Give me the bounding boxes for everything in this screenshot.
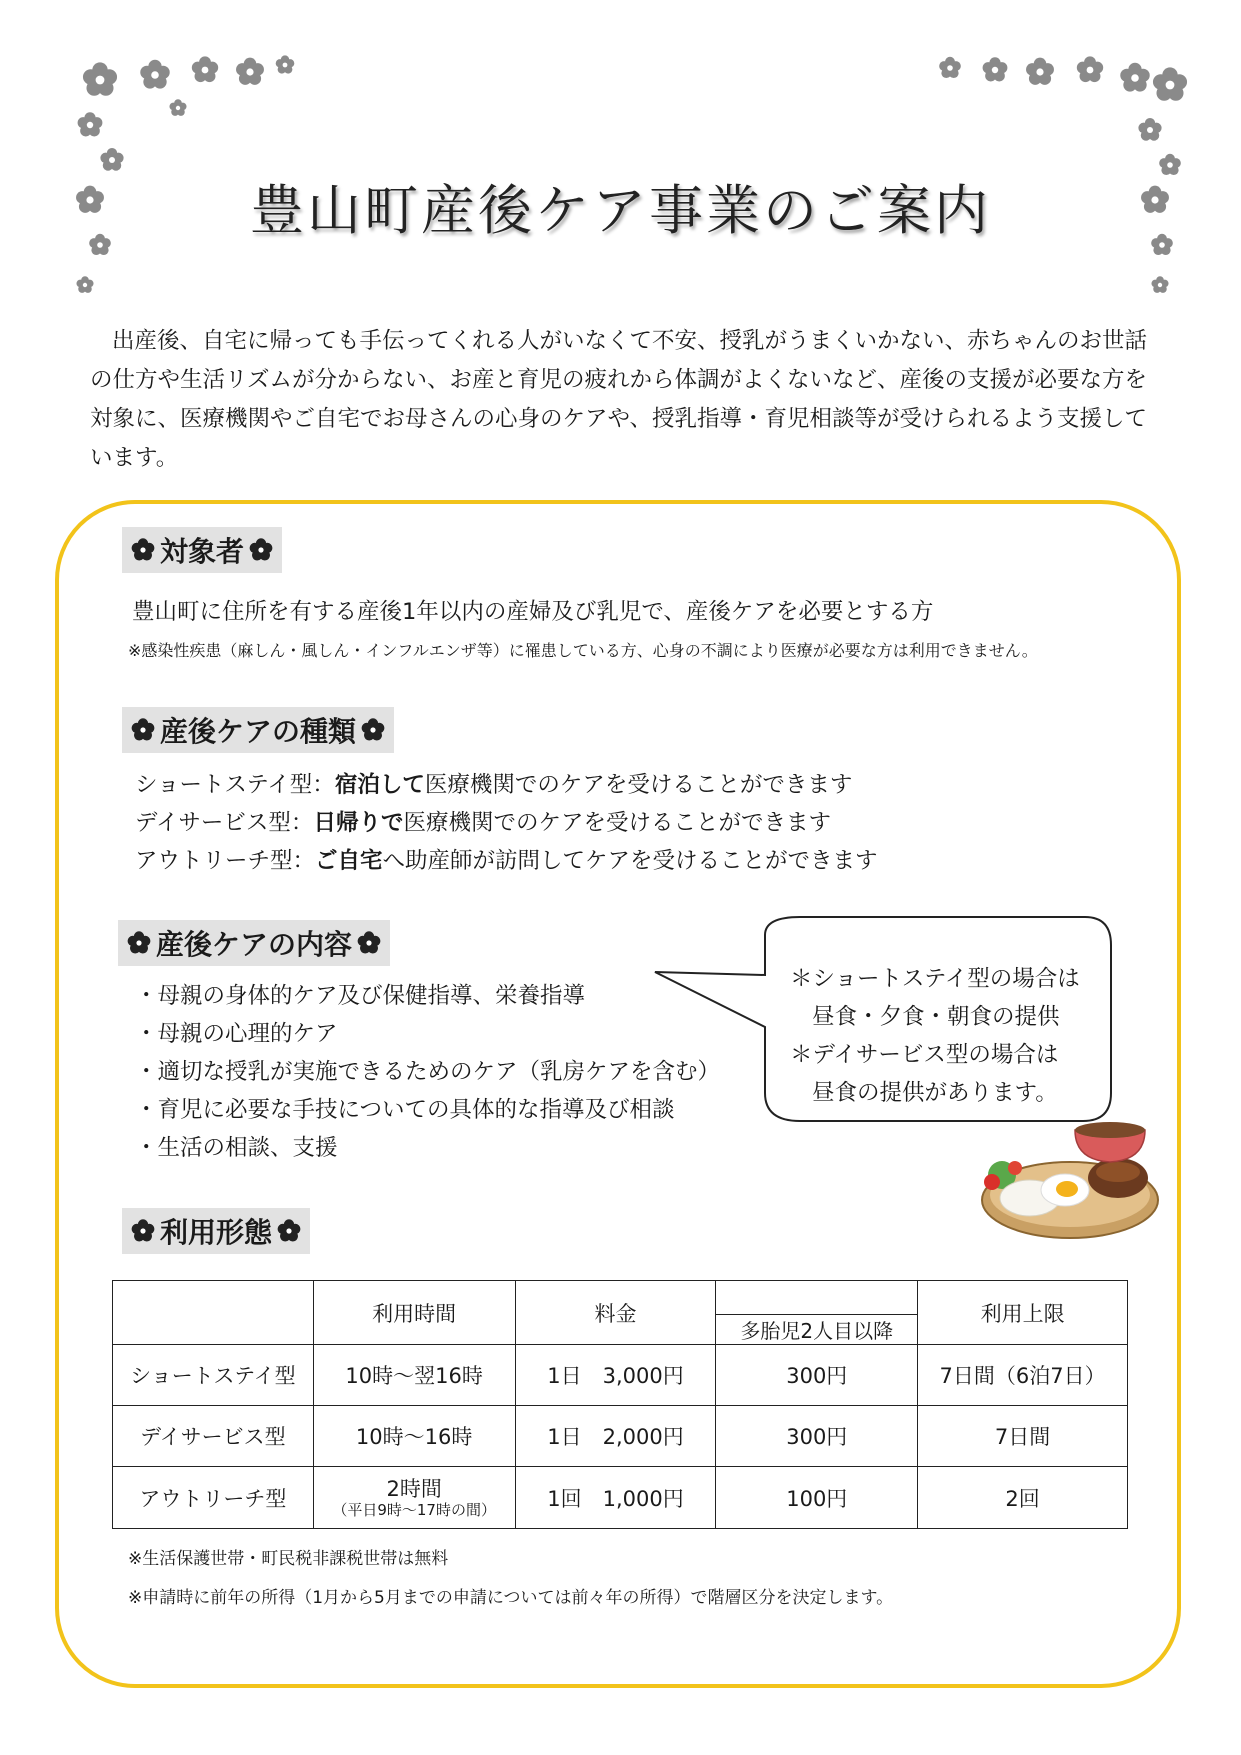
cell-type: ショートステイ型	[113, 1345, 314, 1406]
list-item: ・育児に必要な手技についての具体的な指導及び相談	[135, 1097, 675, 1123]
cell-fee: 1日 3,000円	[515, 1345, 716, 1406]
cell-limit: 7日間	[918, 1406, 1128, 1467]
table-header-multi: 多胎児2人目以降	[716, 1315, 918, 1345]
cell-fee: 1日 2,000円	[515, 1406, 716, 1467]
cell-limit: 7日間（6泊7日）	[918, 1345, 1128, 1406]
bubble-line: 昼食・夕食・朝食の提供	[812, 1004, 1060, 1030]
section-heading-contents	[118, 920, 390, 966]
bubble-line: ＊ショートステイ型の場合は	[790, 966, 1080, 992]
flower-icon	[248, 537, 274, 563]
cell-time	[313, 1467, 515, 1529]
table-row	[113, 1467, 1128, 1529]
flower-icon	[130, 537, 156, 563]
usage-note: ※申請時に前年の所得（1月から5月までの申請については前々年の所得）で階層区分を決定します。	[128, 1588, 894, 1608]
bubble-line: 昼食の提供があります。	[812, 1080, 1058, 1106]
cell-multi: 100円	[716, 1467, 918, 1529]
target-note: ※感染性疾患（麻しん・風しん・インフルエンザ等）に罹患している方、心身の不調により医療が必要な方は利用できません。	[128, 641, 1038, 660]
table-header-empty	[113, 1281, 314, 1345]
section-heading-types	[122, 707, 394, 753]
cell-multi: 300円	[716, 1406, 918, 1467]
cell-time: 10時～16時	[313, 1406, 515, 1467]
flower-icon	[130, 717, 156, 743]
heading-label: 産後ケアの内容	[156, 928, 353, 961]
type-item: ショートステイ型：宿泊して医療機関でのケアを受けることができます	[135, 772, 853, 798]
cell-time-main: 2時間	[386, 1476, 442, 1501]
heading-label: 対象者	[160, 535, 245, 568]
types-list	[135, 766, 878, 880]
cell-type: デイサービス型	[113, 1406, 314, 1467]
bubble-line: ＊デイサービス型の場合は	[790, 1042, 1059, 1068]
flower-icon	[276, 1218, 302, 1244]
intro-text: 出産後、自宅に帰っても手伝ってくれる人がいなくて不安、授乳がうまくいかない、赤ちゃんのお世話の仕方や生活リズムが分からない、お産と育児の疲れから体調がよくないなど、産後の支援が必要な方を対象に、医療機関やご自宅でお母さんの心身のケアや、授乳指導・育児相談等が受けられるよう支援しています。	[90, 328, 1148, 471]
contents-list	[135, 977, 720, 1167]
table-header-fee: 料金	[515, 1281, 716, 1345]
type-item: アウトリーチ型：ご自宅へ助産師が訪問してケアを受けることができます	[135, 848, 878, 874]
table-row	[113, 1345, 1128, 1406]
usage-table	[112, 1280, 1128, 1529]
type-item: デイサービス型：日帰りで医療機関でのケアを受けることができます	[135, 810, 831, 836]
cell-time-note: （平日9時～17時の間）	[332, 1500, 496, 1519]
target-text: 豊山町に住所を有する産後1年以内の産婦及び乳児で、産後ケアを必要とする方	[132, 599, 934, 625]
intro-paragraph	[90, 322, 1160, 478]
flower-icon	[126, 930, 152, 956]
cell-fee: 1回 1,000円	[515, 1467, 716, 1529]
section-heading-usage	[122, 1208, 310, 1254]
section-heading-target	[122, 527, 282, 573]
list-item: ・適切な授乳が実施できるためのケア（乳房ケアを含む）	[135, 1059, 721, 1085]
table-header-time: 利用時間	[313, 1281, 515, 1345]
flower-icon	[360, 717, 386, 743]
table-header-limit: 利用上限	[918, 1281, 1128, 1345]
heading-label: 利用形態	[160, 1216, 273, 1249]
usage-note: ※生活保護世帯・町民税非課税世帯は無料	[128, 1549, 449, 1569]
bubble-text	[790, 960, 1080, 1112]
table-header-blank	[716, 1281, 918, 1315]
table-row	[113, 1406, 1128, 1467]
cell-type: アウトリーチ型	[113, 1467, 314, 1529]
page-title: 豊山町産後ケア事業のご案内	[250, 179, 991, 242]
cell-time: 10時～翌16時	[313, 1345, 515, 1406]
meal-illustration	[970, 1110, 1160, 1240]
cell-limit: 2回	[918, 1467, 1128, 1529]
flower-icon	[356, 930, 382, 956]
heading-label: 産後ケアの種類	[160, 715, 357, 748]
cell-multi: 300円	[716, 1345, 918, 1406]
list-item: ・生活の相談、支援	[135, 1135, 338, 1161]
list-item: ・母親の心理的ケア	[135, 1021, 338, 1047]
flower-icon	[130, 1218, 156, 1244]
table-header-row	[113, 1281, 1128, 1315]
list-item: ・母親の身体的ケア及び保健指導、栄養指導	[135, 983, 586, 1009]
